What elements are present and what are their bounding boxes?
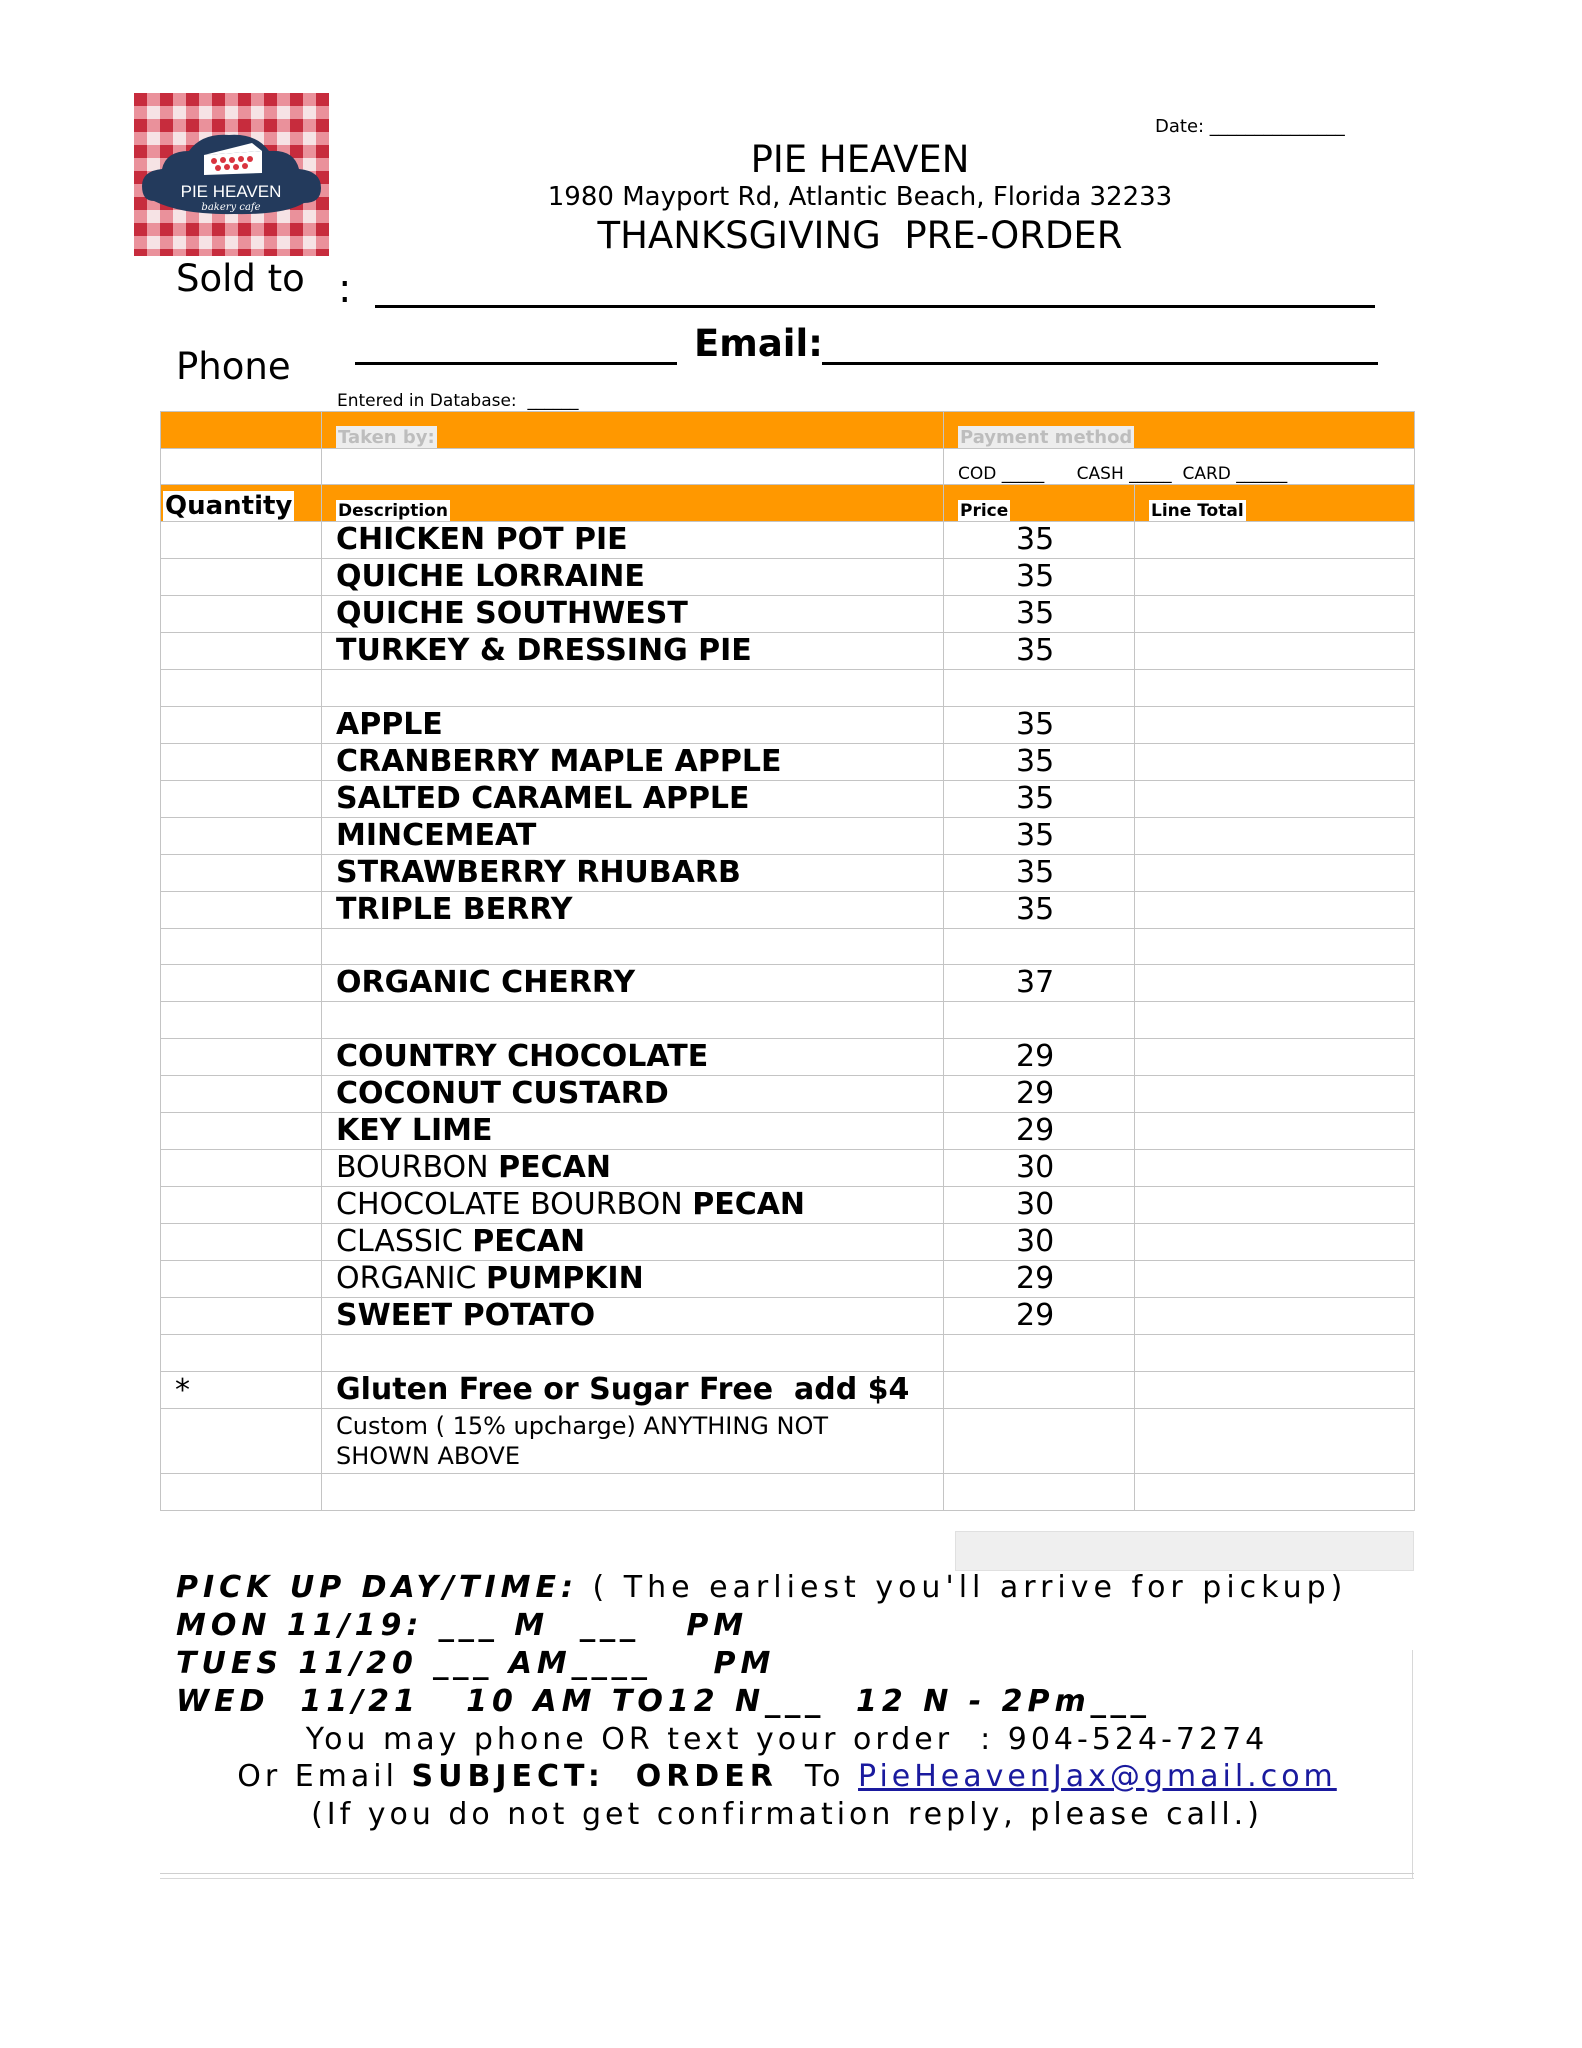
- description-column-header: Description: [338, 501, 448, 522]
- quantity-cell[interactable]: [161, 1076, 322, 1113]
- quantity-cell[interactable]: [161, 1002, 322, 1039]
- payment-options-row: [161, 448, 1415, 485]
- custom-row: [161, 1408, 1415, 1473]
- quantity-cell[interactable]: [161, 1224, 322, 1261]
- item-row: [161, 854, 1415, 891]
- price-cell: 35: [944, 854, 1135, 891]
- confirmation-note: (If you do not get confirmation reply, please call.): [311, 1797, 1263, 1832]
- grey-strip: [955, 1531, 1414, 1571]
- date-field[interactable]: Date: _______________: [1155, 116, 1345, 137]
- phone-label: Phone: [176, 345, 291, 388]
- description-cell: [322, 522, 944, 559]
- item-row: [161, 1335, 1415, 1372]
- blank-cell[interactable]: [944, 1473, 1135, 1510]
- blank-row: [161, 1473, 1415, 1510]
- line-total-cell[interactable]: [1135, 1335, 1415, 1372]
- quantity-column-header: Quantity: [165, 491, 293, 522]
- item-name: QUICHE LORRAINE: [336, 559, 645, 595]
- gluten-free-option: Gluten Free or Sugar Free add $4: [322, 1371, 944, 1408]
- svg-text:PIE HEAVEN: PIE HEAVEN: [180, 182, 282, 201]
- price-cell: 29: [944, 1039, 1135, 1076]
- item-row: [161, 633, 1415, 670]
- price-cell: 35: [944, 559, 1135, 596]
- item-row: [161, 559, 1415, 596]
- item-row: [161, 596, 1415, 633]
- price-cell: 37: [944, 965, 1135, 1002]
- item-row: [161, 965, 1415, 1002]
- price-cell: 29: [944, 1298, 1135, 1335]
- price-cell: 35: [944, 706, 1135, 743]
- footer-rule: [160, 1873, 1414, 1874]
- price-cell: [944, 928, 1135, 965]
- item-row: [161, 1150, 1415, 1187]
- email-subject: SUBJECT: ORDER: [411, 1759, 778, 1794]
- email-link[interactable]: PieHeavenJax@gmail.com: [858, 1759, 1337, 1794]
- business-title: PIE HEAVEN: [750, 138, 970, 181]
- email-label: Email:: [694, 322, 823, 365]
- line-total-cell[interactable]: [1135, 1076, 1415, 1113]
- custom-line-2: SHOWN ABOVE: [336, 1441, 520, 1470]
- item-row: [161, 928, 1415, 965]
- footer-rule-2: [160, 1878, 1414, 1879]
- description-cell: [322, 1113, 944, 1150]
- description-cell: [322, 1298, 944, 1335]
- price-cell: 35: [944, 522, 1135, 559]
- item-name: QUICHE SOUTHWEST: [336, 596, 688, 632]
- price-cell: [944, 1408, 1135, 1473]
- price-cell: 35: [944, 743, 1135, 780]
- item-row: [161, 670, 1415, 707]
- pickup-heading-note: ( The earliest you'll arrive for pickup): [577, 1570, 1348, 1605]
- description-cell: [322, 1076, 944, 1113]
- price-cell: 35: [944, 817, 1135, 854]
- quantity-cell[interactable]: [161, 817, 322, 854]
- description-cell: [322, 817, 944, 854]
- line-total-cell[interactable]: [1135, 1371, 1415, 1408]
- custom-option: [322, 1408, 944, 1473]
- item-row: [161, 780, 1415, 817]
- gluten-free-row: [161, 1371, 1415, 1408]
- quantity-cell[interactable]: [161, 1335, 322, 1372]
- pickup-tuesday[interactable]: TUES 11/20 ___ AM____ PM: [176, 1646, 776, 1681]
- description-cell: [322, 854, 944, 891]
- description-cell: [322, 928, 944, 965]
- item-name: COUNTRY CHOCOLATE: [336, 1039, 709, 1075]
- line-total-cell[interactable]: [1135, 1039, 1415, 1076]
- quantity-cell[interactable]: [161, 1298, 322, 1335]
- pickup-section: [160, 1568, 1414, 1873]
- quantity-cell[interactable]: [161, 1187, 322, 1224]
- phone-text-line: You may phone OR text your order : 904-524-7274: [305, 1722, 1269, 1757]
- payment-method-label: Payment method: [960, 426, 1133, 448]
- description-cell: [322, 559, 944, 596]
- price-cell: 35: [944, 633, 1135, 670]
- description-cell: [322, 596, 944, 633]
- line-total-cell[interactable]: [1135, 633, 1415, 670]
- item-name-prefix: ORGANIC: [336, 1261, 486, 1297]
- custom-line-1: Custom ( 15% upcharge) ANYTHING NOT: [336, 1411, 829, 1440]
- quantity-cell[interactable]: [161, 928, 322, 965]
- quantity-cell[interactable]: [161, 743, 322, 780]
- item-name: KEY LIME: [336, 1113, 493, 1149]
- price-cell: 30: [944, 1187, 1135, 1224]
- line-total-cell[interactable]: [1135, 743, 1415, 780]
- box-right-edge: [1412, 1650, 1413, 1878]
- business-address: 1980 Mayport Rd, Atlantic Beach, Florida 32233: [547, 182, 1173, 212]
- item-name: CRANBERRY MAPLE APPLE: [336, 743, 782, 779]
- item-row: [161, 1261, 1415, 1298]
- line-total-cell[interactable]: [1135, 1002, 1415, 1039]
- pickup-wednesday[interactable]: WED 11/21 10 AM TO12 N___ 12 N - 2Pm___: [176, 1684, 1151, 1719]
- gluten-free-mark: *: [161, 1371, 322, 1408]
- item-row: [161, 706, 1415, 743]
- description-cell: [322, 1187, 944, 1224]
- line-total-cell[interactable]: [1135, 854, 1415, 891]
- item-row: [161, 1076, 1415, 1113]
- pickup-monday[interactable]: MON 11/19: ___ M ___ PM: [176, 1608, 749, 1643]
- line-total-cell[interactable]: [1135, 965, 1415, 1002]
- price-cell: [944, 1002, 1135, 1039]
- price-cell: 29: [944, 1113, 1135, 1150]
- description-cell: [322, 706, 944, 743]
- table-header-row-taken-by: [161, 412, 1415, 449]
- price-cell: 30: [944, 1224, 1135, 1261]
- line-total-cell[interactable]: [1135, 1150, 1415, 1187]
- line-total-cell[interactable]: [1135, 522, 1415, 559]
- svg-text:bakery cafe: bakery cafe: [201, 202, 261, 213]
- payment-options[interactable]: COD _____ CASH _____ CARD ______: [958, 464, 1288, 485]
- line-total-cell[interactable]: [1135, 706, 1415, 743]
- description-cell: [322, 891, 944, 928]
- quantity-cell[interactable]: [161, 891, 322, 928]
- description-cell: [322, 1150, 944, 1187]
- description-cell: [322, 1335, 944, 1372]
- price-cell: 35: [944, 596, 1135, 633]
- pickup-heading: [176, 1570, 1347, 1605]
- email-instructions: [160, 1759, 1414, 1794]
- email-prefix: Or Email: [237, 1759, 412, 1794]
- item-name-prefix: CLASSIC: [336, 1224, 473, 1260]
- taken-by-field[interactable]: [322, 448, 944, 485]
- line-total-cell[interactable]: [1135, 1187, 1415, 1224]
- description-cell: [322, 670, 944, 707]
- item-row: [161, 1224, 1415, 1261]
- item-row: [161, 522, 1415, 559]
- blank-cell[interactable]: [322, 1473, 944, 1510]
- line-total-cell[interactable]: [1135, 1408, 1415, 1473]
- email-to: To: [777, 1759, 859, 1794]
- description-cell: [322, 1261, 944, 1298]
- entered-in-database: Entered in Database: ______: [337, 391, 579, 411]
- item-name: PECAN: [472, 1224, 586, 1260]
- item-name-prefix: BOURBON: [336, 1150, 499, 1186]
- quantity-cell[interactable]: [161, 633, 322, 670]
- pickup-heading-label: PICK UP DAY/TIME:: [176, 1570, 578, 1605]
- item-name: TRIPLE BERRY: [336, 891, 573, 927]
- quantity-cell[interactable]: [161, 596, 322, 633]
- item-row: [161, 1298, 1415, 1335]
- item-name: PECAN: [692, 1187, 806, 1223]
- item-name: SWEET POTATO: [336, 1298, 596, 1334]
- blank-cell[interactable]: [161, 1473, 322, 1510]
- price-cell: 29: [944, 1261, 1135, 1298]
- line-total-cell[interactable]: [1135, 596, 1415, 633]
- sold-to-field[interactable]: [375, 305, 1375, 308]
- line-total-cell[interactable]: [1135, 1298, 1415, 1335]
- phone-field[interactable]: [355, 362, 677, 365]
- item-name: SALTED CARAMEL APPLE: [336, 780, 750, 816]
- quantity-cell[interactable]: [161, 854, 322, 891]
- item-row: [161, 817, 1415, 854]
- description-cell: [322, 965, 944, 1002]
- item-name: PUMPKIN: [486, 1261, 644, 1297]
- quantity-cell[interactable]: [161, 1261, 322, 1298]
- form-title: THANKSGIVING PRE-ORDER: [597, 214, 1123, 257]
- sold-to-label: Sold to: [176, 257, 305, 300]
- order-table: [160, 411, 1415, 1511]
- line-total-cell[interactable]: [1135, 891, 1415, 928]
- item-row: [161, 1113, 1415, 1150]
- line-total-cell[interactable]: [1135, 817, 1415, 854]
- column-header-row: [161, 485, 1415, 522]
- item-row: [161, 1039, 1415, 1076]
- description-cell: [322, 1002, 944, 1039]
- email-field[interactable]: [822, 362, 1378, 365]
- price-column-header: Price: [960, 501, 1009, 522]
- quantity-cell[interactable]: [161, 706, 322, 743]
- quantity-cell[interactable]: [161, 559, 322, 596]
- line-total-cell[interactable]: [1135, 670, 1415, 707]
- line-total-cell[interactable]: [1135, 1261, 1415, 1298]
- price-cell: [944, 670, 1135, 707]
- quantity-cell[interactable]: [161, 780, 322, 817]
- description-cell: [322, 1039, 944, 1076]
- line-total-column-header: Line Total: [1151, 501, 1244, 522]
- item-name: PECAN: [498, 1150, 611, 1186]
- line-total-cell[interactable]: [1135, 780, 1415, 817]
- price-cell: [944, 1335, 1135, 1372]
- quantity-cell[interactable]: [161, 1113, 322, 1150]
- price-cell: 29: [944, 1076, 1135, 1113]
- item-name: CHICKEN POT PIE: [336, 522, 628, 558]
- item-name: STRAWBERRY RHUBARB: [336, 854, 741, 890]
- blank-cell[interactable]: [1135, 1473, 1415, 1510]
- taken-by-label: Taken by:: [338, 426, 435, 448]
- description-cell: [322, 633, 944, 670]
- line-total-cell[interactable]: [1135, 1224, 1415, 1261]
- quantity-cell[interactable]: [161, 1150, 322, 1187]
- price-cell: 35: [944, 780, 1135, 817]
- item-row: [161, 891, 1415, 928]
- description-cell: [322, 1224, 944, 1261]
- description-cell: [322, 780, 944, 817]
- sold-to-colon: :: [338, 266, 352, 312]
- line-total-cell[interactable]: [1135, 559, 1415, 596]
- line-total-cell[interactable]: [1135, 928, 1415, 965]
- item-name: APPLE: [336, 706, 443, 742]
- item-name: COCONUT CUSTARD: [336, 1076, 669, 1112]
- quantity-cell[interactable]: [161, 1039, 322, 1076]
- price-cell: [944, 1371, 1135, 1408]
- item-row: [161, 743, 1415, 780]
- quantity-cell[interactable]: [161, 670, 322, 707]
- item-name: ORGANIC CHERRY: [336, 965, 636, 1001]
- item-name: TURKEY & DRESSING PIE: [336, 633, 752, 669]
- price-cell: 30: [944, 1150, 1135, 1187]
- item-row: [161, 1187, 1415, 1224]
- item-row: [161, 1002, 1415, 1039]
- line-total-cell[interactable]: [1135, 1113, 1415, 1150]
- item-name: MINCEMEAT: [336, 817, 537, 853]
- price-cell: 35: [944, 891, 1135, 928]
- quantity-cell[interactable]: [161, 1408, 322, 1473]
- quantity-cell[interactable]: [161, 965, 322, 1002]
- item-name-prefix: CHOCOLATE BOURBON: [336, 1187, 693, 1223]
- quantity-cell[interactable]: [161, 522, 322, 559]
- description-cell: [322, 743, 944, 780]
